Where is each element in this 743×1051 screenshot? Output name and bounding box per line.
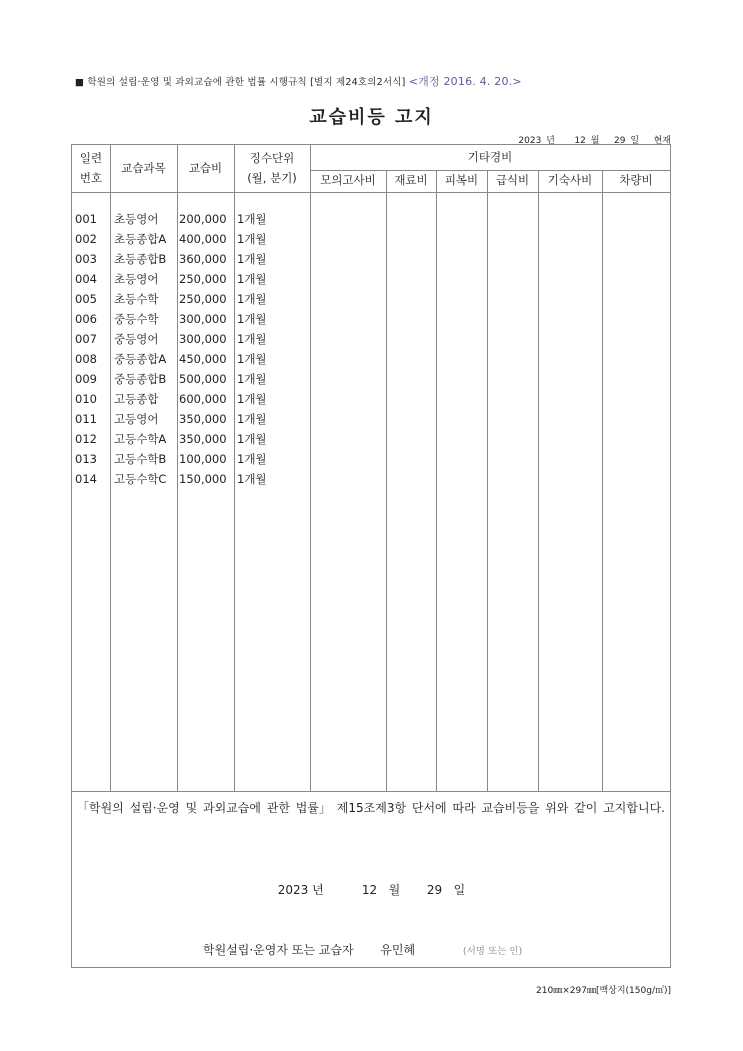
row-fee: 300,000 bbox=[179, 312, 227, 326]
row-subject: 초등수학 bbox=[114, 292, 159, 306]
row-unit: 1개월 bbox=[237, 392, 267, 406]
row-serial: 007 bbox=[75, 332, 97, 346]
as-of-day-unit: 일 bbox=[630, 136, 640, 146]
row-subject: 중등종합B bbox=[114, 372, 167, 386]
fee-form-frame bbox=[71, 144, 671, 968]
date-day: 29 bbox=[426, 883, 443, 897]
divider-serial bbox=[110, 145, 111, 791]
row-subject: 중등수학 bbox=[114, 312, 159, 326]
divider-fee bbox=[234, 145, 235, 791]
row-serial: 003 bbox=[75, 252, 97, 266]
revision-note: <개정 2016. 4. 20.> bbox=[408, 75, 522, 88]
row-unit: 1개월 bbox=[237, 412, 267, 426]
as-of-month: 12 bbox=[574, 136, 586, 146]
header-mock-exam: 모의고사비 bbox=[320, 173, 376, 187]
signer-name: 유민혜 bbox=[380, 943, 416, 957]
row-unit: 1개월 bbox=[237, 232, 267, 246]
row-serial: 008 bbox=[75, 352, 97, 366]
row-subject: 고등수학A bbox=[114, 432, 167, 446]
row-serial: 006 bbox=[75, 312, 97, 326]
row-serial: 010 bbox=[75, 392, 97, 406]
row-subject: 중등종합A bbox=[114, 352, 167, 366]
row-serial: 011 bbox=[75, 412, 97, 426]
row-fee: 100,000 bbox=[179, 452, 227, 466]
row-fee: 150,000 bbox=[179, 472, 227, 486]
row-fee: 250,000 bbox=[179, 292, 227, 306]
row-unit: 1개월 bbox=[237, 252, 267, 266]
header-serial-line2: 번호 bbox=[79, 171, 103, 185]
header-vehicle: 차량비 bbox=[619, 173, 653, 187]
row-subject: 초등종합A bbox=[114, 232, 167, 246]
row-fee: 400,000 bbox=[179, 232, 227, 246]
row-fee: 350,000 bbox=[179, 432, 227, 446]
row-serial: 004 bbox=[75, 272, 97, 286]
issue-date bbox=[0, 881, 743, 898]
row-serial: 013 bbox=[75, 452, 97, 466]
date-month: 12 bbox=[361, 883, 378, 897]
as-of-year-unit: 년 bbox=[546, 136, 555, 146]
date-year-unit: 년 bbox=[312, 883, 324, 897]
date-day-unit: 일 bbox=[453, 883, 466, 897]
form-header bbox=[75, 73, 675, 89]
as-of-suffix: 현재 bbox=[653, 136, 671, 146]
header-materials: 재료비 bbox=[394, 173, 428, 187]
header-unit-line2: (월, 분기) bbox=[247, 171, 297, 185]
row-unit: 1개월 bbox=[237, 452, 267, 466]
row-subject: 초등영어 bbox=[114, 272, 159, 286]
row-unit: 1개월 bbox=[237, 272, 267, 286]
header-bottom-line bbox=[72, 192, 670, 193]
row-unit: 1개월 bbox=[237, 372, 267, 386]
row-fee: 600,000 bbox=[179, 392, 227, 406]
row-subject: 고등수학B bbox=[114, 452, 167, 466]
as-of-month-unit: 월 bbox=[590, 136, 600, 146]
divider-other-1 bbox=[386, 170, 387, 791]
row-unit: 1개월 bbox=[237, 352, 267, 366]
header-fee: 교습비 bbox=[188, 161, 223, 175]
table-bottom-line bbox=[72, 791, 670, 792]
row-unit: 1개월 bbox=[237, 432, 267, 446]
header-unit-line1: 징수단위 bbox=[249, 151, 295, 165]
row-subject: 고등수학C bbox=[114, 472, 167, 486]
date-month-unit: 월 bbox=[388, 883, 401, 897]
divider-other-4 bbox=[538, 170, 539, 791]
divider-unit bbox=[310, 145, 311, 791]
row-serial: 005 bbox=[75, 292, 97, 306]
form-header-text: ■ 학원의 설립·운영 및 과외교습에 관한 법률 시행규칙 [별지 제24호의2서식] bbox=[75, 77, 406, 88]
row-subject: 고등영어 bbox=[114, 412, 159, 426]
paper-spec: 210㎜×297㎜[백상지(150g/㎡)] bbox=[536, 986, 671, 996]
header-serial-line1: 일련 bbox=[79, 151, 103, 165]
row-serial: 002 bbox=[75, 232, 97, 246]
row-serial: 009 bbox=[75, 372, 97, 386]
sign-hint: (서명 또는 인) bbox=[462, 946, 523, 957]
row-serial: 001 bbox=[75, 212, 97, 226]
row-unit: 1개월 bbox=[237, 292, 267, 306]
row-fee: 250,000 bbox=[179, 272, 227, 286]
header-subject: 교습과목 bbox=[121, 161, 166, 175]
row-subject: 중등영어 bbox=[114, 332, 159, 346]
notice-text: 「학원의 설립·운영 및 과외교습에 관한 법률」 제15조제3항 단서에 따라 교습비등을 위와 같이 고지합니다. bbox=[77, 801, 665, 815]
row-unit: 1개월 bbox=[237, 312, 267, 326]
row-serial: 012 bbox=[75, 432, 97, 446]
divider-other-2 bbox=[436, 170, 437, 791]
header-clothing: 피복비 bbox=[444, 173, 479, 187]
row-subject: 고등종합 bbox=[114, 392, 159, 406]
header-dormitory: 기숙사비 bbox=[547, 173, 593, 187]
as-of-day: 29 bbox=[613, 136, 626, 146]
header-meals: 급식비 bbox=[495, 173, 530, 187]
row-unit: 1개월 bbox=[237, 472, 267, 486]
row-serial: 014 bbox=[75, 472, 97, 486]
row-fee: 450,000 bbox=[179, 352, 227, 366]
divider-other-5 bbox=[602, 170, 603, 791]
row-unit: 1개월 bbox=[237, 332, 267, 346]
as-of-year: 2023 bbox=[518, 136, 542, 146]
date-year: 2023 bbox=[277, 883, 309, 897]
row-unit: 1개월 bbox=[237, 212, 267, 226]
signature-line bbox=[203, 941, 522, 958]
signer-role: 학원설립·운영자 또는 교습자 bbox=[203, 943, 354, 957]
header-other-fees: 기타경비 bbox=[467, 150, 513, 164]
divider-other-3 bbox=[487, 170, 488, 791]
row-subject: 초등영어 bbox=[114, 212, 159, 226]
divider-subject bbox=[177, 145, 178, 791]
row-fee: 360,000 bbox=[179, 252, 227, 266]
row-fee: 500,000 bbox=[179, 372, 227, 386]
page-title: 교습비등 고지 bbox=[309, 107, 434, 128]
row-fee: 200,000 bbox=[179, 212, 227, 226]
row-subject: 초등종합B bbox=[114, 252, 167, 266]
row-fee: 350,000 bbox=[179, 412, 227, 426]
row-fee: 300,000 bbox=[179, 332, 227, 346]
